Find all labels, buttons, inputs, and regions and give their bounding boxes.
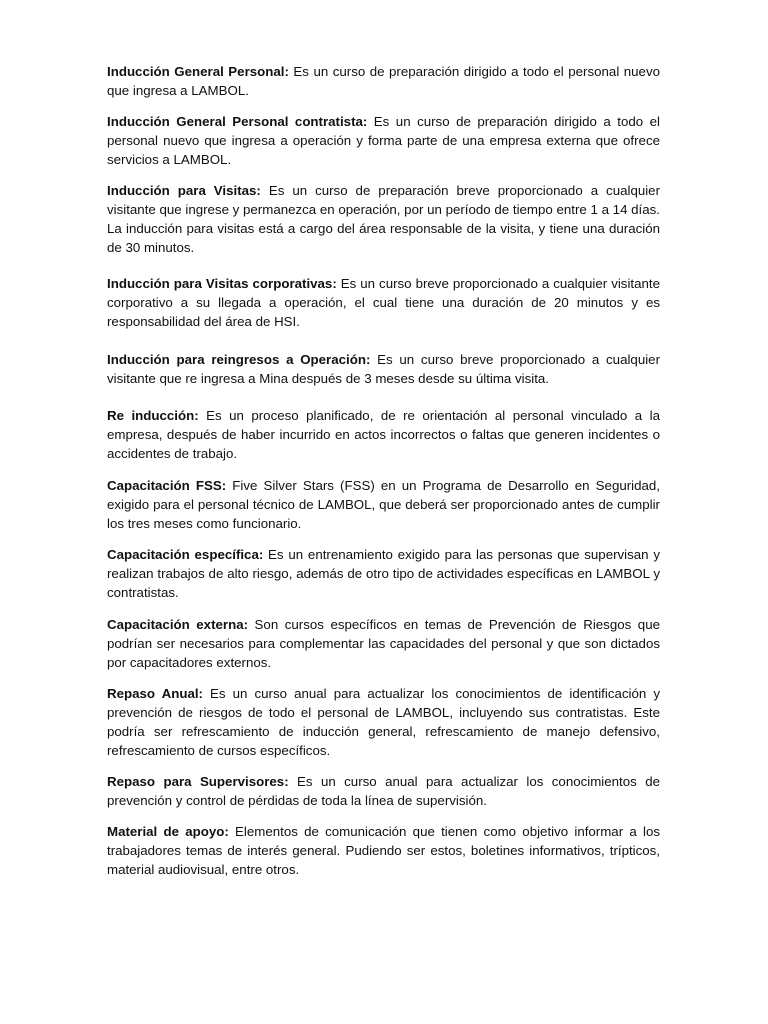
definition-text: Es un curso anual para actualizar los conocimientos de prevención y control de pérdidas de toda la línea de supervisión. (107, 774, 660, 808)
definition-text: Son cursos específicos en temas de Prevención de Riesgos que podrían ser necesarios para complementar las capacidades del personal y que son dictados por capacitadores externos. (107, 617, 660, 670)
definition-paragraph (107, 615, 660, 672)
definition-text: Es un proceso planificado, de re orientación al personal vinculado a la empresa, después de haber incurrido en actos incorrectos o faltas que generen incidentes o accidentes de trabajo. (107, 408, 660, 461)
definition-paragraph (107, 112, 660, 169)
definition-text: Es un curso de preparación dirigido a todo el personal nuevo que ingresa a operación y forma parte de una empresa externa que ofrece servicios a LAMBOL. (107, 114, 660, 167)
definition-text: Es un curso de preparación breve proporcionado a cualquier visitante que ingrese y permanezca en operación, por un período de tiempo entre 1 a 14 días. La inducción para visitas está a cargo del área responsable de la visita, y tiene una duración de 30 minutos. (107, 183, 661, 255)
definition-term: Inducción para Visitas corporativas: (107, 276, 337, 291)
definition-text: Five Silver Stars (FSS) en un Programa de Desarrollo en Seguridad, exigido para el personal técnico de LAMBOL, que deberá ser proporcionado antes de cumplir los tres meses como funcionario. (107, 478, 660, 531)
definition-text: Es un entrenamiento exigido para las personas que supervisan y realizan trabajos de alto riesgo, además de otro tipo de actividades específicas en LAMBOL y contratistas. (107, 547, 660, 600)
definition-term: Capacitación FSS: (107, 478, 227, 493)
definition-term: Inducción General Personal contratista: (107, 114, 368, 129)
definition-text: Es un curso de preparación dirigido a todo el personal nuevo que ingresa a LAMBOL. (107, 64, 660, 98)
definition-term: Repaso para Supervisores: (107, 774, 289, 789)
definition-paragraph (107, 822, 660, 879)
definition-paragraph (107, 181, 660, 257)
definition-term: Inducción General Personal: (107, 64, 289, 79)
definition-text: Es un curso breve proporcionado a cualquier visitante que re ingresa a Mina después de 3 meses desde su última visita. (107, 352, 660, 386)
definition-text: Es un curso breve proporcionado a cualquier visitante corporativo a su llegada a operación, el cual tiene una duración de 20 minutos y es responsabilidad del área de HSI. (107, 276, 660, 329)
definition-paragraph (107, 350, 660, 388)
definition-paragraph (107, 545, 660, 602)
definition-term: Re inducción: (107, 408, 199, 423)
definition-term: Repaso Anual: (107, 686, 203, 701)
definition-term: Capacitación externa: (107, 617, 249, 632)
definition-term: Inducción para reingresos a Operación: (107, 352, 371, 367)
definition-paragraph (107, 62, 660, 100)
definition-paragraph (107, 274, 660, 331)
definition-paragraph (107, 772, 660, 810)
definition-term: Inducción para Visitas: (107, 183, 261, 198)
definition-paragraph (107, 476, 660, 533)
definition-term: Capacitación específica: (107, 547, 264, 562)
definition-text: Elementos de comunicación que tienen como objetivo informar a los trabajadores temas de interés general. Pudiendo ser estos, boletines informativos, trípticos, material audiovisual, entre otros. (107, 824, 660, 877)
definition-text: Es un curso anual para actualizar los conocimientos de identificación y prevención de riesgos de todo el personal de LAMBOL, incluyendo sus contratistas. Este podría ser refrescamiento de inducción general, refrescamiento de manejo defensivo, refrescamiento de cursos específicos. (107, 686, 660, 758)
definition-paragraph (107, 406, 660, 463)
definition-paragraph (107, 684, 660, 760)
definition-term: Material de apoyo: (107, 824, 229, 839)
